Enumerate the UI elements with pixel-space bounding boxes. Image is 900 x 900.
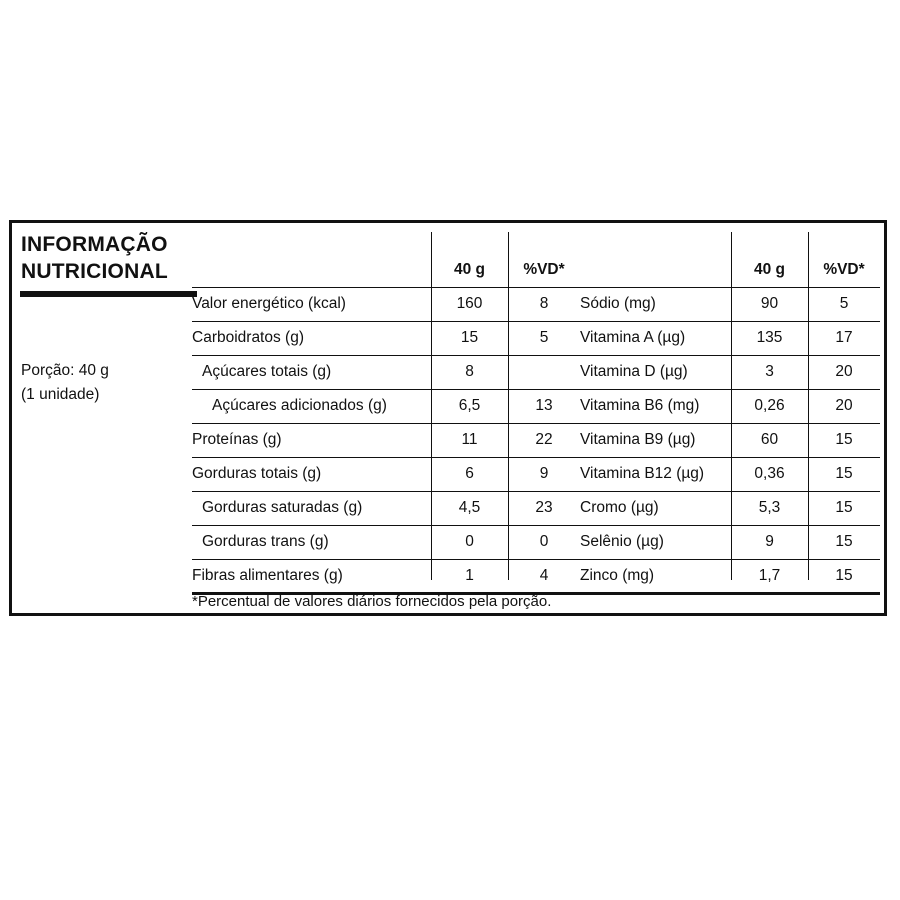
nutrient-amount: 11 [461,431,478,448]
nutrient-amount: 3 [765,363,774,380]
nutrient-label: Vitamina A (µg) [580,329,686,346]
nutrient-amount: 160 [456,295,483,312]
nutrition-facts-panel [9,220,887,616]
nutrient-label: Gorduras trans (g) [202,533,329,550]
nutrient-dv: 13 [535,397,553,414]
title-line-2: NUTRICIONAL [21,260,168,283]
nutrient-dv: 8 [539,295,549,312]
nutrient-amount: 6 [465,465,474,482]
portion-units: (1 unidade) [21,386,100,403]
header-dv: %VD* [823,261,865,278]
portion-size: Porção: 40 g [21,362,109,379]
nutrient-amount: 8 [465,363,474,380]
nutrient-amount: 0,36 [754,465,785,482]
table-title [21,231,168,285]
nutrient-label: Açúcares adicionados (g) [212,397,387,414]
nutrient-dv: 9 [539,465,549,482]
header-amount: 40 g [453,261,485,278]
nutrient-dv: 22 [535,431,553,448]
nutrient-label: Gorduras saturadas (g) [202,499,363,516]
nutrient-label: Proteínas (g) [192,431,282,448]
nutrient-dv: 15 [835,499,853,516]
footnote: *Percentual de valores diários fornecidos pela porção. [192,593,552,610]
nutrient-label: Valor energético (kcal) [192,295,346,312]
nutrient-label: Açúcares totais (g) [202,363,332,380]
nutrient-label: Vitamina D (µg) [580,363,688,380]
nutrient-dv: 23 [535,499,553,516]
nutrient-dv: 15 [835,567,853,584]
nutrient-label: Cromo (µg) [580,499,659,516]
table-bottom-rule [580,592,880,595]
nutrient-label: Vitamina B12 (µg) [580,465,705,482]
nutrient-label: Carboidratos (g) [192,329,304,346]
nutrient-amount: 60 [760,431,779,448]
nutrient-dv: 4 [539,567,549,584]
nutrient-dv: 17 [835,329,853,346]
nutrient-label: Zinco (mg) [580,567,655,584]
nutrient-dv: 20 [835,363,853,380]
nutrient-dv: 0 [539,533,549,550]
nutrient-label: Sódio (mg) [580,295,656,312]
nutrient-amount: 6,5 [458,397,481,414]
nutrient-amount: 9 [765,533,774,550]
header-dv: %VD* [523,261,565,278]
nutrient-amount: 1 [465,567,474,584]
nutrient-dv [508,355,580,389]
nutrient-dv: 20 [835,397,853,414]
title-rule [20,291,197,297]
nutrient-amount: 0 [465,533,474,550]
header-amount: 40 g [753,261,785,278]
nutrient-amount: 4,5 [458,499,481,516]
title-line-1: INFORMAÇÃO [21,233,168,256]
nutrient-amount: 1,7 [758,567,781,584]
nutrient-label: Gorduras totais (g) [192,465,322,482]
nutrient-dv: 5 [839,295,849,312]
nutrient-label: Vitamina B9 (µg) [580,431,696,448]
nutrient-amount: 90 [760,295,779,312]
nutrient-amount: 135 [756,329,783,346]
nutrient-label: Vitamina B6 (mg) [580,397,700,414]
nutrient-label: Selênio (µg) [580,533,664,550]
nutrient-amount: 5,3 [758,499,781,516]
portion-info [21,359,109,407]
nutrient-label: Fibras alimentares (g) [192,567,343,584]
nutrient-dv: 15 [835,465,853,482]
nutrient-dv: 15 [835,431,853,448]
nutrient-dv: 15 [835,533,853,550]
nutrient-amount: 15 [460,329,479,346]
nutrient-dv: 5 [539,329,549,346]
nutrient-amount: 0,26 [754,397,785,414]
